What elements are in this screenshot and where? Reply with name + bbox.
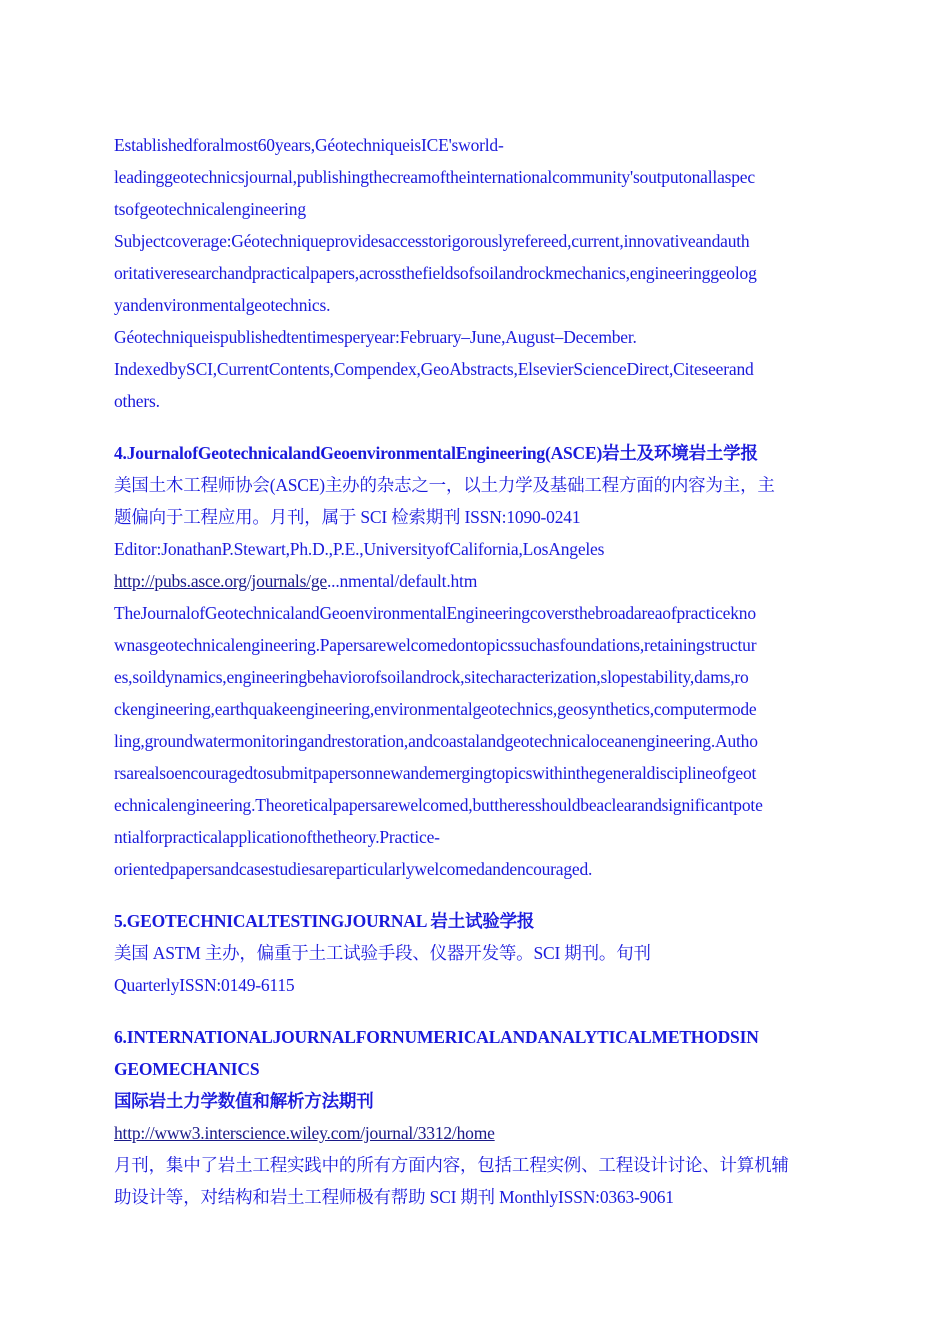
section-title: 5.GEOTECHNICALTESTINGJOURNAL 岩土试验学报 <box>114 911 535 931</box>
text-line: ckengineering,earthquakeengineering,environmentalgeotechnics,geosynthetics,computermode <box>114 699 757 719</box>
section-ijnamg <box>114 1021 838 1213</box>
text-line: others. <box>114 391 160 411</box>
issn-line: QuarterlyISSN:0149-6115 <box>114 975 295 995</box>
section-gtj <box>114 905 838 1001</box>
text-line: es,soildynamics,engineeringbehaviorofsoilandrock,sitecharacterization,slopestability,dams,ro <box>114 667 749 687</box>
document-page <box>114 129 838 1213</box>
text-line: TheJournalofGeotechnicalandGeoenvironmentalEngineeringcoversthebroadareaofpracticekno <box>114 603 756 623</box>
url-line <box>114 1117 838 1149</box>
text-line: orientedpapersandcasestudiesareparticularlywelcomedandencouraged. <box>114 859 593 879</box>
url-line <box>114 565 838 597</box>
text-line: 美国土木工程师协会(ASCE)主办的杂志之一，以土力学及基础工程方面的内容为主，主 <box>114 475 775 495</box>
text-line: oritativeresearchandpracticalpapers,acrossthefieldsofsoilandrockmechanics,engineeringgeolog <box>114 263 757 283</box>
section-geotechnique <box>114 129 838 417</box>
section-title: 4.JournalofGeotechnicalandGeoenvironmentalEngineering(ASCE)岩土及环境岩土学报 <box>114 443 758 463</box>
text-line: ling,groundwatermonitoringandrestoration,andcoastalandgeotechnicaloceanengineering.Autho <box>114 731 758 751</box>
text-line: 助设计等，对结构和岩土工程师极有帮助 SCI 期刊 MonthlyISSN:0363-9061 <box>114 1187 674 1207</box>
text-line: 月刊，集中了岩土工程实践中的所有方面内容，包括工程实例、工程设计讨论、计算机辅 <box>114 1155 789 1175</box>
text-line: 美国 ASTM 主办，偏重于土工试验手段、仪器开发等。SCI 期刊。旬刊 <box>114 943 651 963</box>
text-line: echnicalengineering.Theoreticalpapersarewelcomed,buttheresshouldbeaclearandsignificantpote <box>114 795 763 815</box>
section-jgge <box>114 437 838 885</box>
text-line: IndexedbySCI,CurrentContents,Compendex,GeoAbstracts,ElsevierScienceDirect,Citeseerand <box>114 359 754 379</box>
url-tail: ...nmental/default.htm <box>326 571 478 591</box>
section-title-cont: GEOMECHANICS <box>114 1059 260 1079</box>
section-title-cn: 国际岩土力学数值和解析方法期刊 <box>114 1091 374 1111</box>
text-line: Establishedforalmost60years,GéotechniqueisICE'sworld- <box>114 135 504 155</box>
text-line: leadinggeotechnicsjournal,publishingthecreamoftheinternationalcommunity'soutputonallaspec <box>114 167 755 187</box>
section-title: 6.INTERNATIONALJOURNALFORNUMERICALANDANALYTICALMETHODSIN <box>114 1027 759 1047</box>
text-line: rsarealsoencouragedtosubmitpapersonnewandemergingtopicswithinthegeneraldisciplineofgeot <box>114 763 757 783</box>
journal-link[interactable]: http://www3.interscience.wiley.com/journal/3312/home <box>114 1123 495 1143</box>
journal-link[interactable]: http://pubs.asce.org/journals/ge <box>114 571 327 591</box>
section-gap <box>114 417 838 437</box>
text-line: Subjectcoverage:Géotechniqueprovidesaccesstorigorouslyrefereed,current,innovativeandauth <box>114 231 750 251</box>
section-gap <box>114 885 838 905</box>
text-line: tsofgeotechnicalengineering <box>114 199 306 219</box>
text-line: Géotechniqueispublishedtentimesperyear:February–June,August–December. <box>114 327 637 347</box>
section-gap <box>114 1001 838 1021</box>
text-line: 题偏向于工程应用。月刊，属于 SCI 检索期刊 ISSN:1090-0241 <box>114 507 581 527</box>
text-line: ntialforpracticalapplicationofthetheory.Practice- <box>114 827 440 847</box>
text-line: yandenvironmentalgeotechnics. <box>114 295 331 315</box>
editor-line: Editor:JonathanP.Stewart,Ph.D.,P.E.,UniversityofCalifornia,LosAngeles <box>114 539 605 559</box>
text-line: wnasgeotechnicalengineering.Papersarewelcomedontopicssuchasfoundations,retainingstructur <box>114 635 757 655</box>
